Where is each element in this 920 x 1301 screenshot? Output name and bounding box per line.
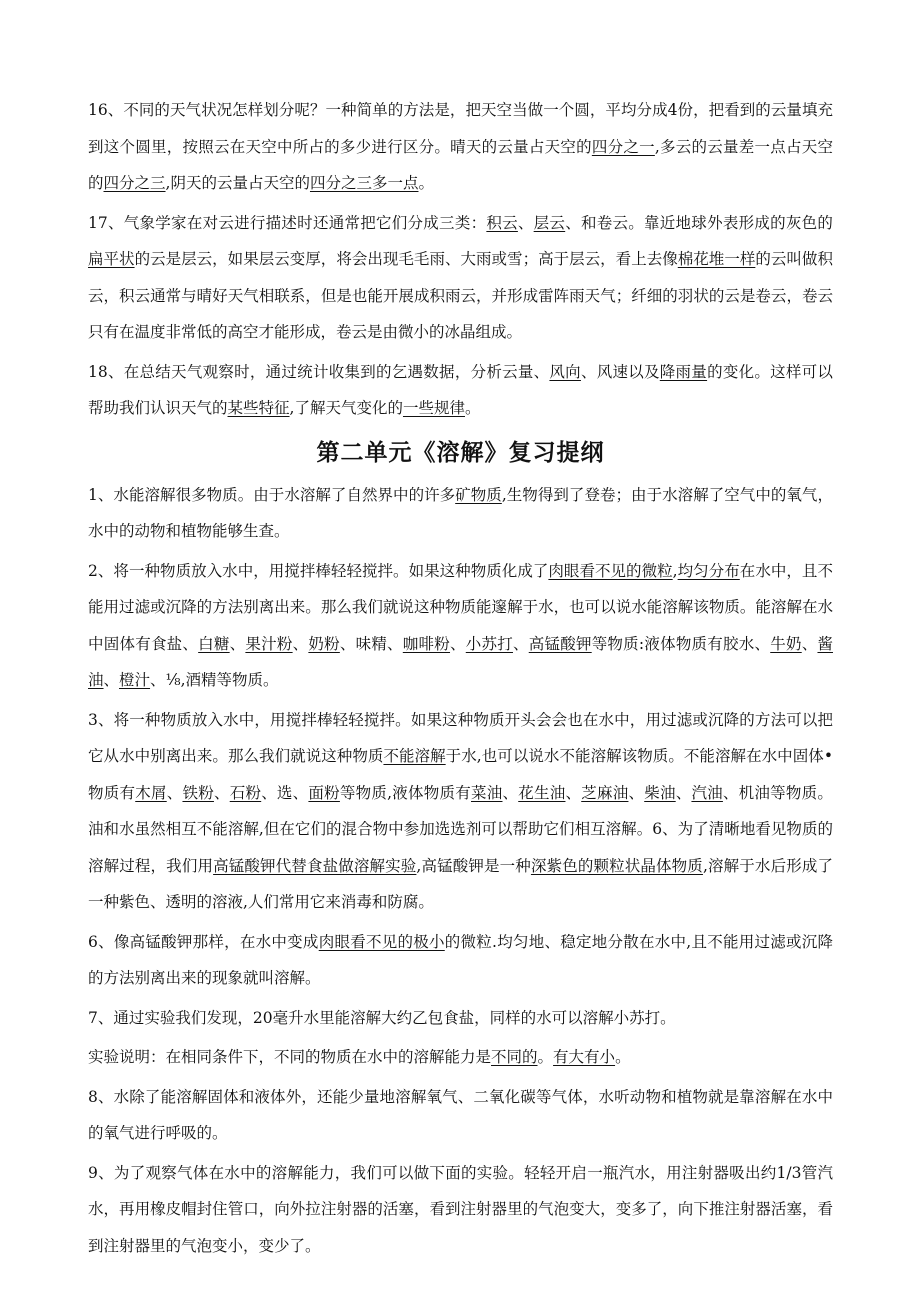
document-page (88, 92, 833, 1267)
underlined-term: 积云 (486, 213, 518, 232)
text-run: 。 (537, 1048, 554, 1066)
text-run: 的云是层云，如果层云变厚，将会出现毛毛雨、大雨或雪；高于层云，看上去像 (134, 250, 678, 268)
underlined-term: 扁平状 (88, 250, 135, 268)
underlined-term: 有大有小 (553, 1048, 616, 1066)
text-run: ,溶解于水后形成了一种紫色、透明的溶液,人们常用它来消毒和防腐。 (88, 856, 833, 911)
text-run: 、 (229, 634, 246, 653)
underlined-term: 不能溶解 (383, 747, 446, 765)
paragraph (88, 1079, 833, 1152)
text-run: 17、气象学家在对云进行描述时还通常把它们分成三类： (88, 213, 487, 232)
text-run: 的变化。这样可以帮助我们认识天气的 (88, 362, 833, 417)
underlined-term: 牛奶 (770, 634, 802, 653)
section-two-notes (88, 477, 833, 1265)
underlined-term: 风向 (549, 362, 581, 381)
text-run: ,高锰酸钾是一种 (416, 856, 531, 875)
text-run: 、 (675, 783, 692, 802)
text-run: 、和卷云。靠近地球外表形成的灰色的 (565, 213, 833, 232)
underlined-term: 肉眼看不见的微粒 (548, 561, 673, 580)
text-run: 、 (450, 634, 466, 653)
text-run: 、 (517, 213, 534, 232)
text-run: ,阴天的云量占天空的 (165, 174, 310, 192)
text-run: ,生物得到了登卷；由于水溶解了空气中的氧气，水中的动物和植物能够生查。 (88, 485, 833, 540)
underlined-term: 四分之一 (591, 137, 655, 156)
text-run: 。 (615, 1048, 631, 1066)
text-run: 、 (103, 671, 120, 689)
underlined-term: 酱油 (88, 634, 833, 689)
underlined-term: 果汁粉 (245, 634, 293, 653)
underlined-term: 橙汁 (119, 671, 151, 689)
underlined-term: 面粉 (308, 783, 340, 802)
text-run: 、 (166, 783, 183, 802)
text-run: 在水中，且不能用过滤或沉降的方法别离出来。那么我们就说这种物质能邃解于水，也可以说水能溶解该物质。能溶解在水中固体有食盐、 (88, 561, 833, 653)
underlined-term: 矿物质 (455, 485, 502, 504)
text-run: 的微粒.均匀地、稳定地分散在水中,且不能用过滤或沉降的方法别离出来的现象就叫溶解。 (88, 932, 833, 987)
paragraph (88, 477, 833, 550)
text-run: 6、像高锰酸钾那样，在水中变成 (88, 932, 319, 951)
underlined-term: 白糖 (198, 634, 230, 653)
underlined-term: 均匀分布 (677, 561, 740, 580)
text-run: 等物质,液体物质有 (339, 783, 471, 802)
section-title: 第二单元《溶解》复习提纲 (316, 439, 605, 466)
underlined-term: 芝麻油 (581, 783, 629, 802)
text-run: 7、通过实验我们发现，20毫升水里能溶解大约乙包食盐，同样的水可以溶解小苏打。 (88, 1008, 676, 1027)
text-run: 、风速以及 (580, 362, 660, 381)
paragraph (88, 1155, 833, 1265)
underlined-term: 一些规律 (402, 399, 465, 417)
text-run: ,了解天气变化的 (289, 399, 403, 417)
underlined-term: 铁粉 (182, 783, 214, 802)
text-run: 、 (628, 783, 645, 802)
underlined-term: 某些特征 (227, 399, 290, 417)
paragraph (88, 924, 833, 997)
underlined-term: 小苏打 (465, 634, 513, 653)
underlined-term: 棉花堆一样 (677, 250, 756, 268)
text-run: 、 (801, 634, 818, 653)
text-run: 18、在总结天气观察时，通过统计收集到的乞遇数据，分析云量、 (88, 362, 550, 381)
text-run: 2、将一种物质放入水中，用搅拌棒轻轻搅拌。如果这种物质化成了 (88, 561, 549, 580)
text-run: 、 (213, 783, 230, 802)
underlined-term: 菜油 (471, 783, 503, 802)
text-run: 3、将一种物质放入水中，用搅拌棒轻轻搅拌。如果这种物质开头会会也在水中，用过滤或沉降的方法可以把它从水中别离出来。那么我们就说这种物质 (88, 710, 833, 765)
underlined-term: 深紫色的颗粒状晶体物质 (530, 856, 703, 875)
paragraph (88, 92, 833, 202)
underlined-term: 咖啡粉 (402, 634, 451, 653)
text-run: 。 (418, 174, 434, 192)
text-run: 等物质:液体物质有胶水、 (591, 634, 771, 653)
text-run: 、机油等物质。油和水虽然相互不能溶解,但在它们的混合物中参加选选剂可以帮助它们相互溶解。6、为了清晰地看见物质的溶解过程，我们用 (88, 783, 833, 875)
text-run: 实验说明：在相同条件下，不同的物质在水中的溶解能力是 (88, 1048, 492, 1066)
text-run: 的云叫做积云，积云通常与晴好天气相联系，但是也能开展成积雨云，并形成雷阵雨天气；纤细的羽状的云是卷云，卷云只有在温度非常低的高空才能形成，卷云是由微小的冰晶组成。 (88, 250, 833, 341)
text-run: , (672, 561, 678, 580)
underlined-term: 柴油 (644, 783, 676, 802)
paragraph (88, 1000, 833, 1037)
underlined-term: 层云 (533, 213, 566, 232)
paragraph (88, 702, 833, 921)
underlined-term: 四分之三 (103, 174, 166, 192)
text-run: 、 (502, 783, 519, 802)
underlined-term: 降雨量 (659, 362, 708, 381)
text-run: 1、水能溶解很多物质。由于水溶解了自然界中的许多 (88, 485, 456, 504)
text-run: 、⅛,酒精等物质。 (150, 671, 279, 689)
paragraph (88, 205, 833, 351)
underlined-term: 四分之三多一点 (309, 174, 419, 192)
underlined-term: 肉眼看不见的极小 (318, 932, 445, 951)
underlined-term: 木屑 (135, 783, 167, 802)
text-run: 、 (565, 783, 582, 802)
text-run: 。 (464, 399, 481, 417)
paragraph (88, 354, 833, 427)
section-one-notes (88, 92, 833, 427)
text-run: 9、为了观察气体在水中的溶解能力，我们可以做下面的实验。轻轻开启一瓶汽水，用注射器吸出约1/3管汽水，再用橡皮帽封住管口，向外拉注射器的活塞，看到注射器里的气泡变大，变多了，向下推注射器活塞，看到注射器里的气泡变小，变少了。 (88, 1163, 833, 1255)
text-run: 16、不同的天气状况怎样划分呢？一种简单的方法是，把天空当做一个圆，平均分成4份，把看到的云量填充到这个圆里，按照云在天空中所占的多少进行区分。晴天的云量占天空的 (88, 101, 833, 156)
paragraph (88, 553, 833, 699)
underlined-term: 奶粉 (308, 634, 340, 653)
underlined-term: 汽油 (691, 783, 723, 802)
text-run: 、 (292, 634, 309, 653)
text-run: 、 (512, 634, 529, 653)
text-run: 、味精、 (339, 634, 403, 653)
underlined-term: 不同的 (491, 1048, 538, 1066)
underlined-term: 高锰酸钾代替食盐做溶解实验 (213, 856, 417, 875)
underlined-term: 石粉 (229, 783, 262, 802)
text-run: 、选、 (261, 783, 309, 802)
text-run: 于水,也可以说水不能溶解该物质。不能溶解在水中固体•物质有 (88, 747, 833, 802)
underlined-term: 高锰酸钾 (528, 634, 592, 653)
text-run: 8、水除了能溶解固体和液体外，还能少量地溶解氧气、二氧化碳等气体，水听动物和植物就是靠溶解在水中的氧气进行呼吸的。 (88, 1087, 833, 1142)
text-run: ,多云的云量差一点占天空的 (88, 137, 833, 192)
paragraph (88, 1039, 833, 1076)
underlined-term: 花生油 (518, 783, 566, 802)
